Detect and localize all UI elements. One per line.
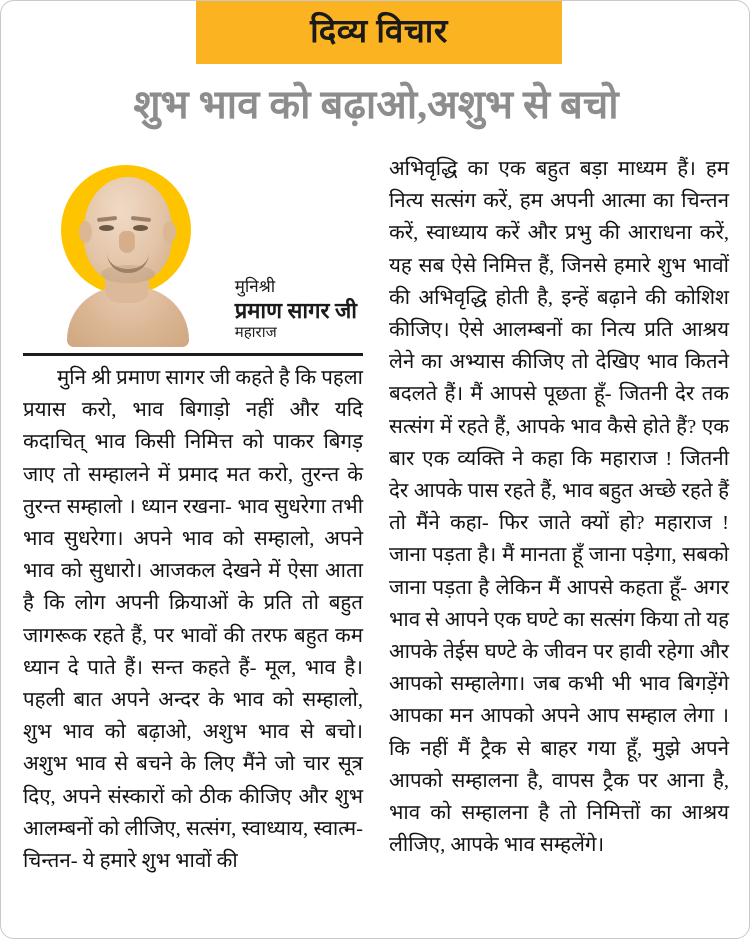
article-body-right: अभिवृद्धि का एक बहुत बड़ा माध्यम हैं। हम नित्य सत्संग करें, हम अपनी आत्मा का चिन्तन करें, स्वाध्याय करें और प्रभु की आराधना करें, यह सब ऐसे निमित्त हैं, जिनसे हमारे शुभ भावों की अभिवृद्धि होती है, इन्हें बढ़ाने की कोशिश कीजिए। ऐसे आलम्बनों का नित्य प्रति आश्रय लेने का अभ्यास कीजिए तो देखिए भाव कितने बदलते हैं। मैं आपसे पूछता हूँ- जितनी देर तक सत्संग में रहते हैं, आपके भाव कैसे होते हैं? एक बार एक व्यक्ति ने कहा कि महाराज ! जितनी देर आपके पास रहते हैं, भाव बहुत अच्छे रहते हैं तो मैंने कहा- फिर जाते क्यों हो? महाराज ! जाना पड़ता है। मैं मानता हूँ जाना पड़ेगा, सबको जाना पड़ता है लेकिन मैं आपसे कहता हूँ- अगर भाव से आपने एक घण्टे का सत्संग किया तो यह आपके तेईस घण्टे के जीवन पर हावी रहेगा और आपको सम्हालेगा। जब कभी भी भाव बिगड़ेंगे आपका मन आपको अपने आप सम्हाल लेगा ।कि नहीं मैं ट्रैक से बाहर गया हूँ, मुझे अपने आपको सम्हालना है, वापस ट्रैक पर आना है, भाव को सम्हालना है तो निमित्तों का आश्रय लीजिए, आपके भाव सम्हलेंगे।: [389, 158, 729, 857]
portrait-eye-right: [133, 225, 148, 231]
portrait-eye-left: [99, 225, 114, 231]
byline-suffix: महाराज: [234, 325, 277, 341]
monk-portrait-image: [53, 169, 203, 347]
portrait-chin-shadow: [101, 265, 155, 283]
portrait-ear-left: [79, 221, 92, 243]
left-column: [23, 153, 363, 877]
article-headline: शुभ भाव को बढ़ाओ,अशुभ से बचो: [133, 82, 619, 127]
masthead-banner: [196, 1, 562, 64]
masthead-title: दिव्य विचार: [310, 14, 448, 50]
byline-prefix: मुनिश्री: [234, 277, 276, 296]
portrait-block: [23, 153, 363, 349]
right-column: [389, 153, 729, 861]
column-divider-rule: [23, 353, 363, 356]
article-columns: [23, 153, 729, 923]
byline-name: प्रमाण सागर जी: [234, 298, 357, 323]
article-body-left: मुनि श्री प्रमाण सागर जी कहते है कि पहला प्रयास करो, भाव बिगाड़ो नहीं और यदि कदाचित् भाव किसी निमित्त को पाकर बिगड़ जाए तो सम्हालने में प्रमाद मत करो, तुरन्त के तुरन्त सम्हालो । ध्यान रखना- भाव सुधरेगा तभी भाव सुधरेगा। अपने भाव को सम्हालो, अपने भाव को सुधारो। आजकल देखने में ऐसा आता है कि लोग अपनी क्रियाओं के प्रति तो बहुत जागरूक रहते हैं, पर भावों की तरफ बहुत कम ध्यान दे पाते हैं। सन्त कहते हैं- मूल, भाव है। पहली बात अपने अन्दर के भाव को सम्हालो, शुभ भाव को बढ़ाओ, अशुभ भाव से बचो। अशुभ भाव से बचने के लिए मैंने जो चार सूत्र दिए, अपने संस्कारों को ठीक कीजिए और शुभ आलम्बनों को लीजिए, सत्संग, स्वाध्याय, स्वात्म-चिन्तन- ये हमारे शुभ भावों की: [23, 367, 363, 873]
portrait-ear-right: [163, 221, 176, 243]
byline: [235, 276, 357, 343]
portrait-nose: [119, 231, 135, 253]
